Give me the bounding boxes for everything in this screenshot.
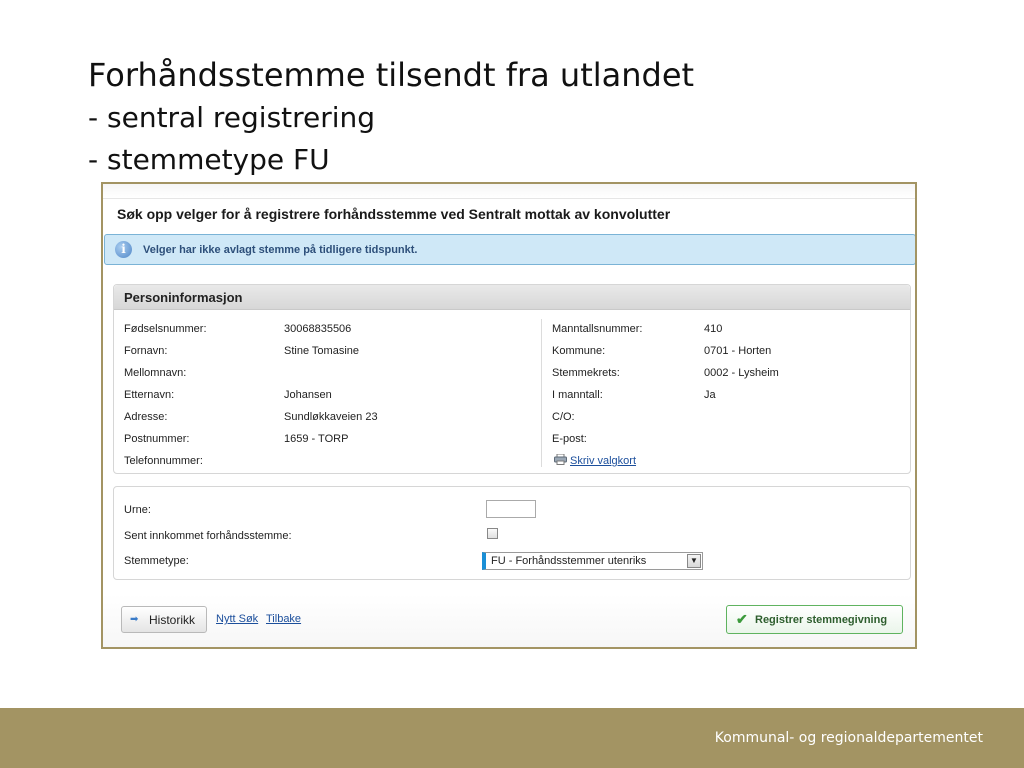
back-link[interactable]: Tilbake [266, 613, 302, 625]
urne-input[interactable] [486, 500, 536, 518]
registration-form-panel [113, 486, 911, 580]
field-label: Telefonnummer: [124, 455, 203, 467]
history-button-label: Historikk [149, 613, 196, 627]
print-card-link-label[interactable]: Skriv valgkort [570, 455, 637, 467]
chevron-down-icon[interactable]: ▼ [687, 554, 701, 568]
field-value: Sundløkkaveien 23 [284, 411, 378, 423]
panel-header [114, 285, 910, 310]
info-message-text: Velger har ikke avlagt stemme på tidligere tidspunkt. [143, 244, 418, 256]
register-vote-button[interactable] [726, 605, 903, 634]
printer-icon [554, 454, 567, 465]
field-label: Etternavn: [124, 389, 175, 401]
urne-label: Urne: [124, 504, 151, 516]
slide-title [88, 54, 694, 181]
print-card-link[interactable] [554, 454, 636, 468]
footer-organization: Kommunal- og regionaldepartementet [714, 730, 983, 746]
person-info-panel [113, 284, 911, 474]
field-label: Stemmekrets: [552, 367, 620, 379]
field-label: Postnummer: [124, 433, 190, 445]
field-label: Manntallsnummer: [552, 323, 643, 335]
panel-title: Personinformasjon [124, 290, 243, 305]
field-value: 0701 - Horten [704, 345, 772, 357]
field-label: I manntall: [552, 389, 603, 401]
slide-title-line1: Forhåndsstemme tilsendt fra utlandet [88, 56, 695, 94]
field-value: Ja [704, 389, 716, 401]
field-value: 0002 - Lysheim [704, 367, 779, 379]
info-message-bar [104, 234, 916, 265]
slide-footer-bar [0, 708, 1024, 768]
info-icon: i [115, 241, 132, 258]
slide-title-line2: - sentral registrering [88, 101, 376, 134]
vote-type-select[interactable] [482, 552, 703, 570]
checkmark-icon: ✔ [736, 611, 748, 627]
vote-type-label: Stemmetype: [124, 555, 189, 567]
field-value: Stine Tomasine [284, 345, 360, 357]
register-vote-button-label: Registrer stemmegivning [755, 614, 888, 626]
late-vote-label: Sent innkommet forhåndsstemme: [124, 530, 292, 542]
app-screenshot [101, 182, 917, 649]
vote-type-selected-value: FU - Forhåndsstemmer utenriks [491, 555, 647, 567]
field-label: Kommune: [552, 345, 606, 357]
field-value: 410 [704, 323, 723, 335]
arrow-right-icon: ➡ [130, 614, 139, 625]
field-label: Adresse: [124, 411, 168, 423]
page-heading: Søk opp velger for å registrere forhåndsstemme ved Sentralt mottak av konvolutter [117, 206, 671, 222]
field-label: E-post: [552, 433, 587, 445]
field-label: Fødselsnummer: [124, 323, 207, 335]
field-label: C/O: [552, 411, 575, 423]
field-label: Fornavn: [124, 345, 168, 357]
column-divider [541, 319, 542, 467]
window-top-strip [103, 184, 915, 199]
late-vote-checkbox[interactable] [487, 528, 498, 539]
history-button[interactable] [121, 606, 207, 633]
field-label: Mellomnavn: [124, 367, 187, 379]
field-value: 30068835506 [284, 323, 352, 335]
slide-title-line3: - stemmetype FU [88, 143, 330, 176]
new-search-link[interactable]: Nytt Søk [216, 613, 259, 625]
field-value: 1659 - TORP [284, 433, 349, 445]
field-value: Johansen [284, 389, 332, 401]
